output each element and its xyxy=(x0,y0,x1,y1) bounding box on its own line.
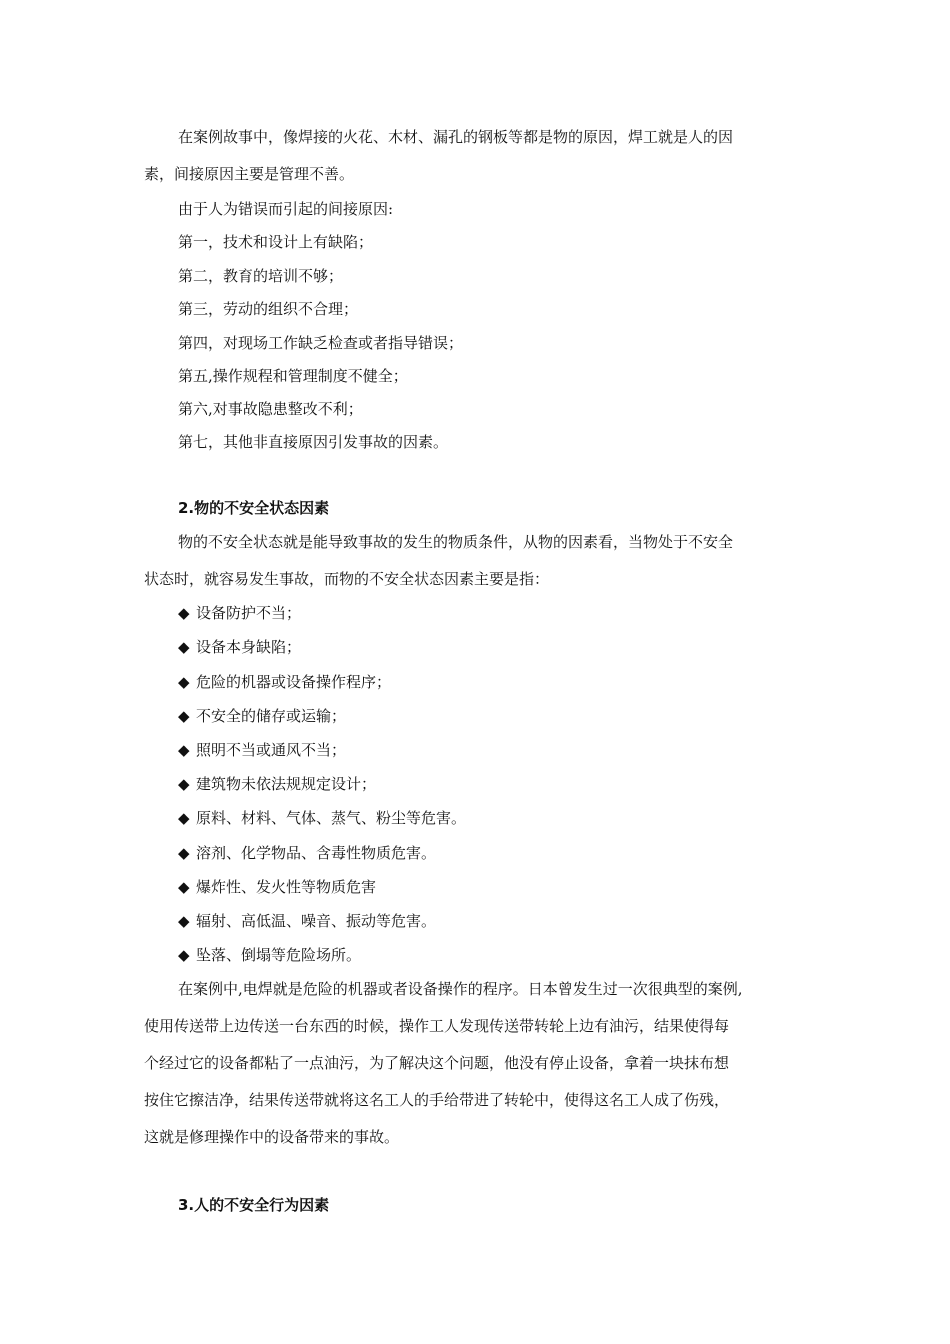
case-paragraph-line: 这就是修理操作中的设备带来的事故。 xyxy=(144,1128,400,1146)
intro-paragraph-line-2: 素，间接原因主要是管理不善。 xyxy=(144,165,355,183)
diamond-bullet-icon: ◆ xyxy=(178,775,190,793)
bullet-item: ◆ 不安全的储存或运输； xyxy=(178,707,347,725)
section2-paragraph-line-1: 物的不安全状态就是能导致事故的发生的物质条件，从物的因素看，当物处于不安全 xyxy=(178,533,734,551)
diamond-bullet-icon: ◆ xyxy=(178,604,190,622)
diamond-bullet-icon: ◆ xyxy=(178,878,190,896)
bullet-item: ◆ 坠落、倒塌等危险场所。 xyxy=(178,946,362,964)
reason-item: 第三，劳动的组织不合理； xyxy=(178,300,359,318)
indirect-causes-intro: 由于人为错误而引起的间接原因: xyxy=(178,200,394,218)
bullet-item: ◆ 设备本身缺陷； xyxy=(178,638,302,656)
diamond-bullet-icon: ◆ xyxy=(178,741,190,759)
diamond-bullet-icon: ◆ xyxy=(178,946,190,964)
diamond-bullet-icon: ◆ xyxy=(178,912,190,930)
reason-item: 第四，对现场工作缺乏检查或者指导错误； xyxy=(178,334,464,352)
diamond-bullet-icon: ◆ xyxy=(178,809,190,827)
bullet-item: ◆ 原料、材料、气体、蒸气、粉尘等危害。 xyxy=(178,809,467,827)
bullet-item: ◆ 设备防护不当； xyxy=(178,604,302,622)
diamond-bullet-icon: ◆ xyxy=(178,638,190,656)
reason-item: 第六,对事故隐患整改不利； xyxy=(178,400,363,418)
case-paragraph-line: 在案例中,电焊就是危险的机器或者设备操作的程序。日本曾发生过一次很典型的案例, xyxy=(178,980,743,998)
bullet-item: ◆ 建筑物未依法规规定设计； xyxy=(178,775,377,793)
section-heading: 2.物的不安全状态因素 xyxy=(178,499,330,517)
bullet-item: ◆ 溶剂、化学物品、含毒性物质危害。 xyxy=(178,844,437,862)
bullet-item: ◆ 爆炸性、发火性等物质危害 xyxy=(178,878,377,896)
bullet-item: ◆ 照明不当或通风不当； xyxy=(178,741,347,759)
reason-item: 第五,操作规程和管理制度不健全； xyxy=(178,367,408,385)
bullet-item: ◆ 辐射、高低温、噪音、振动等危害。 xyxy=(178,912,437,930)
reason-item: 第二，教育的培训不够； xyxy=(178,267,344,285)
section-heading: 3.人的不安全行为因素 xyxy=(178,1196,330,1214)
reason-item: 第七，其他非直接原因引发事故的因素。 xyxy=(178,433,449,451)
diamond-bullet-icon: ◆ xyxy=(178,844,190,862)
diamond-bullet-icon: ◆ xyxy=(178,673,190,691)
diamond-bullet-icon: ◆ xyxy=(178,707,190,725)
reason-item: 第一，技术和设计上有缺陷； xyxy=(178,233,374,251)
case-paragraph-line: 个经过它的设备都粘了一点油污，为了解决这个问题，他没有停止设备，拿着一块抹布想 xyxy=(144,1054,730,1072)
intro-paragraph-line-1: 在案例故事中，像焊接的火花、木材、漏孔的钢板等都是物的原因，焊工就是人的因 xyxy=(178,128,734,146)
section2-paragraph-line-2: 状态时，就容易发生事故，而物的不安全状态因素主要是指： xyxy=(144,570,550,588)
case-paragraph-line: 使用传送带上边传送一台东西的时候，操作工人发现传送带转轮上边有油污，结果使得每 xyxy=(144,1017,730,1035)
case-paragraph-line: 按住它擦洁净，结果传送带就将这名工人的手给带进了转轮中，使得这名工人成了伤残， xyxy=(144,1091,730,1109)
bullet-item: ◆ 危险的机器或设备操作程序； xyxy=(178,673,392,691)
